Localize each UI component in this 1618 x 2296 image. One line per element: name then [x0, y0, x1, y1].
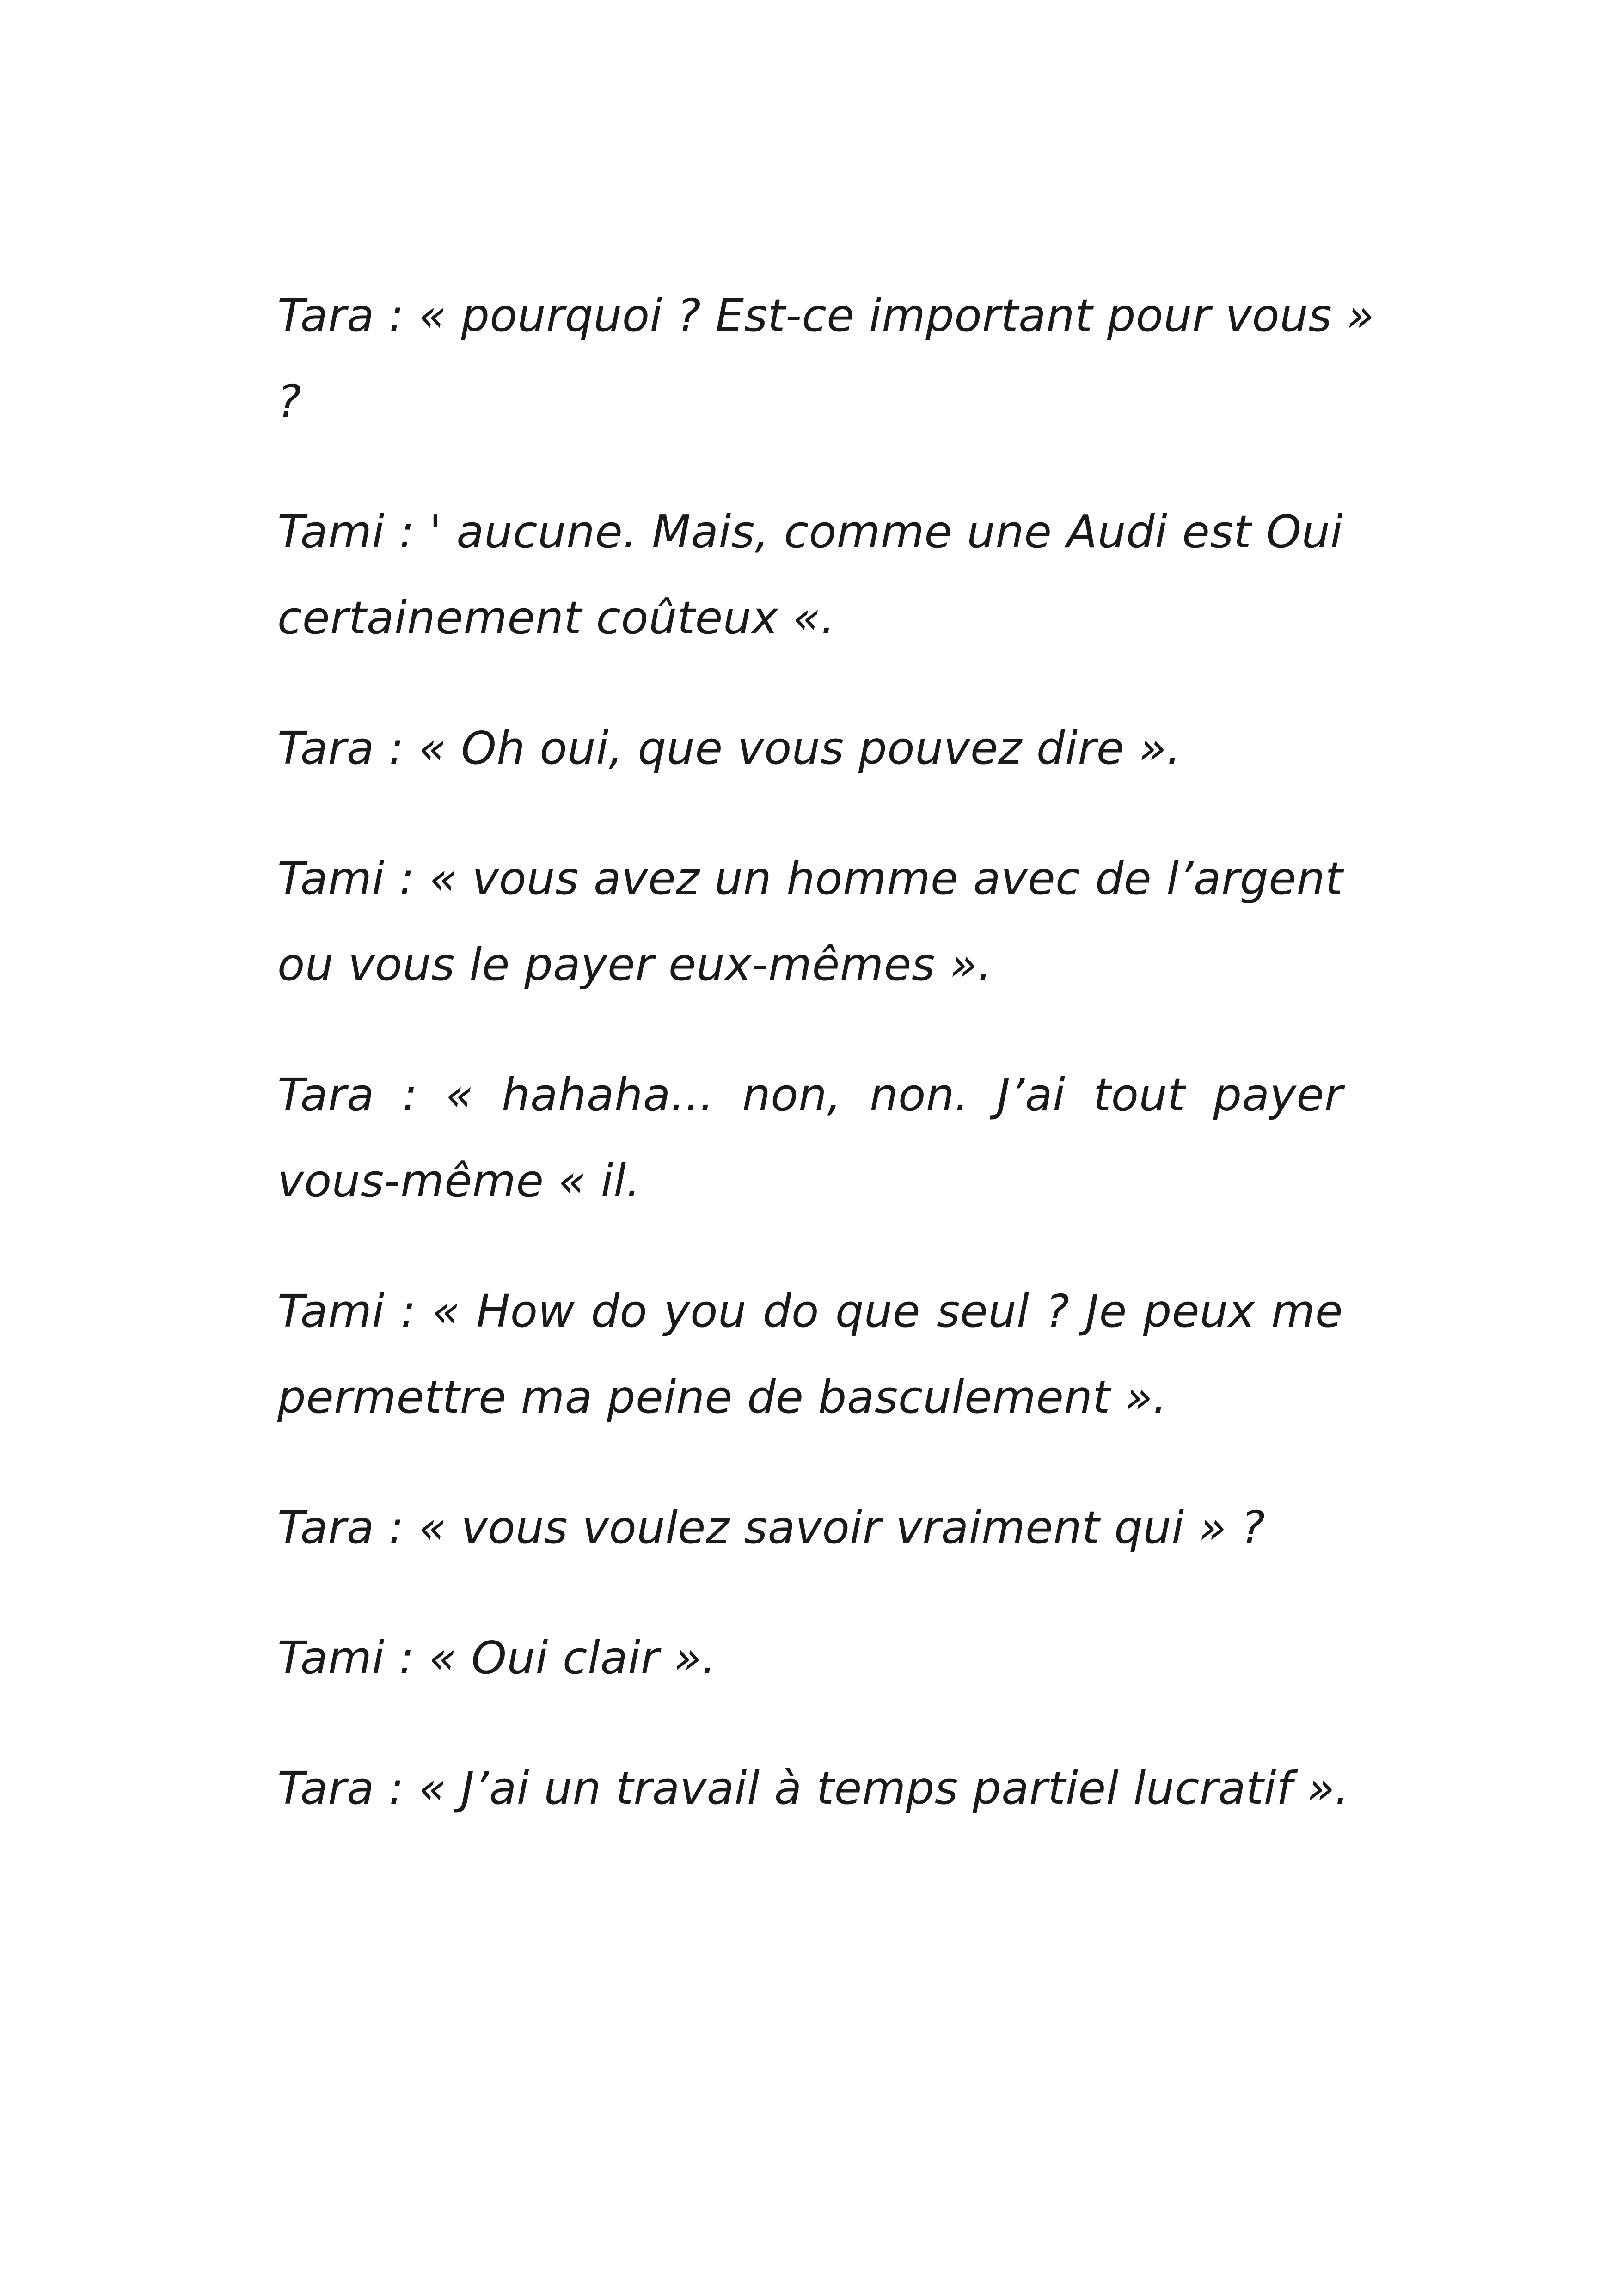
- paragraph-8-line-1: Tami : « Oui clair ».: [277, 1632, 717, 1684]
- paragraph-1-line-2: ?: [277, 375, 301, 428]
- paragraph-1-line-1: Tara : « pourquoi ? Est-ce important pour vous »: [277, 289, 1374, 342]
- paragraph-4-line-2: ou vous le payer eux-mêmes ».: [277, 938, 992, 991]
- paragraph-4-line-1: Tami : « vous avez un homme avec de l’argent: [277, 852, 1343, 905]
- dialogue-text: [277, 273, 1374, 1876]
- paragraph-5: [277, 1052, 1343, 1224]
- paragraph-6-line-2: permettre ma peine de basculement ».: [277, 1371, 1167, 1423]
- paragraph-4: [277, 836, 1343, 1008]
- paragraph-6: [277, 1268, 1343, 1440]
- paragraph-8: [277, 1615, 1343, 1701]
- paragraph-2-line-2: certainement coûteux «.: [277, 592, 835, 644]
- paragraph-6-line-1: Tami : « How do you do que seul ? Je peux me: [277, 1285, 1343, 1337]
- paragraph-9: [277, 1745, 1349, 1831]
- paragraph-3: [277, 705, 1343, 791]
- paragraph-2: [277, 489, 1343, 661]
- paragraph-5-line-2: vous-même « il.: [277, 1155, 641, 1207]
- paragraph-5-line-1: Tara : « hahaha... non, non. J’ai tout payer: [277, 1069, 1343, 1121]
- paragraph-3-line-1: Tara : « Oh oui, que vous pouvez dire ».: [277, 722, 1181, 774]
- paragraph-7: [277, 1485, 1343, 1571]
- paragraph-1: [277, 273, 1374, 445]
- paragraph-2-line-1: Tami : ' aucune. Mais, comme une Audi est Oui: [277, 506, 1343, 558]
- paragraph-7-line-1: Tara : « vous voulez savoir vraiment qui » ?: [277, 1501, 1265, 1554]
- paragraph-9-line-1: Tara : « J’ai un travail à temps partiel lucratif ».: [277, 1762, 1349, 1814]
